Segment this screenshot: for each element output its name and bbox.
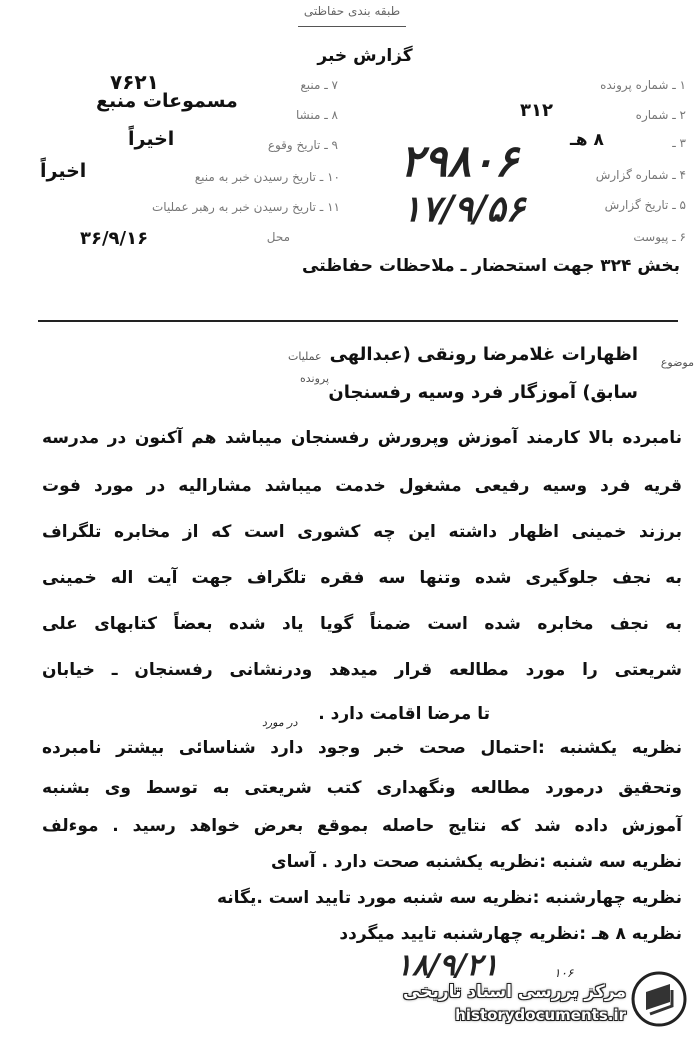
- field-value-8h: ۸ هـ: [570, 130, 604, 150]
- assessment-line: نظریه سه شنبه :نظریه یکشنبه صحت دارد . آسای: [271, 852, 682, 872]
- handwritten-report-number: ۲۹۸۰۶: [400, 136, 519, 187]
- assessment-line: آموزش داده شد که نتایج حاصله بموقع بعرض خواهد رسید . موءلف: [42, 816, 682, 836]
- form-label-origin: ۸ ـ منشا: [295, 108, 338, 122]
- subject-line: سابق) آموزگار فرد وسیه رفسنجان: [328, 382, 638, 403]
- watermark-title: مرکز بررسی اسناد تاریخی: [403, 982, 626, 1002]
- body-line: به نجف جلوگیری شده وتنها سه فقره تلگراف جهت آیت اله خمینی: [42, 568, 682, 588]
- handwritten-signoff: ۱۸/۹/۲۱: [396, 948, 499, 983]
- occurrence-date-value: اخیراً: [128, 128, 175, 150]
- form-label-occurrence-date: ۹ ـ تاریخ وقوع: [267, 138, 338, 152]
- watermark-url: historydocuments.ir: [455, 1006, 626, 1024]
- form-label-receipt-source: ۱۰ ـ تاریخ رسیدن خبر به منبع: [194, 170, 340, 184]
- form-label-number: ۲ ـ شماره: [635, 108, 686, 122]
- body-line: برزند خمینی اظهار داشته این چه کشوری است که از مخابره تلگراف: [42, 522, 682, 542]
- form-label-receipt-operations: ۱۱ ـ تاریخ رسیدن خبر به رهبر عملیات: [151, 200, 340, 214]
- assessment-line: نظریه چهارشنبه :نظریه سه شنبه مورد تایید است .یگانه: [216, 888, 682, 908]
- handwritten-report-date: ۱۷/۹/۵۶: [402, 188, 525, 230]
- document-number: ۷۶۲۱: [110, 70, 159, 94]
- source-value: مسموعات منبع: [96, 90, 238, 112]
- receipt-date-value: اخیراً: [40, 160, 87, 182]
- form-label-location: محل: [266, 230, 290, 244]
- handwritten-small-number: ۱۰۶: [554, 966, 574, 980]
- body-line: تا مرضا اقامت دارد .: [318, 704, 490, 724]
- body-line: نامبرده بالا کارمند آموزش وپرورش رفسنجان میباشد هم آکنون در مدرسه: [42, 428, 682, 448]
- form-label-file-number: ۱ ـ شماره پرونده: [600, 78, 686, 92]
- assessment-line: نظریه ۸ هـ :نظریه چهارشنبه تایید میگردد: [339, 924, 682, 944]
- form-label-report-date: ۵ ـ تاریخ گزارش: [604, 198, 686, 212]
- body-line: قریه فرد وسیه رفیعی مشغول خدمت میباشد مشارالیه در مورد فوت: [42, 476, 682, 496]
- form-label-source: ۷ ـ منبع: [300, 78, 338, 92]
- form-label-report-number: ۴ ـ شماره گزارش: [595, 168, 686, 182]
- watermark-logo-icon: [630, 970, 688, 1028]
- date-line-value: ۳۶/۹/۱۶: [80, 228, 149, 249]
- distribution-row: بخش ۳۲۴ جهت استحضار ـ ملاحظات حفاظتی: [302, 256, 680, 276]
- assessment-line: وتحقیق درمورد مطالعه ونگهداری کتب شریعتی به توسط وی بشنبه: [42, 778, 682, 798]
- file-label: پرونده: [300, 372, 330, 385]
- operations-label: عملیات: [288, 350, 322, 363]
- report-title: گزارش خبر: [317, 46, 413, 66]
- field-value-312: ۳۱۲: [520, 100, 553, 121]
- divider-line: [38, 320, 678, 322]
- classification-underline: [298, 26, 406, 27]
- classification-label: طبقه بندی حفاظتی: [303, 4, 401, 18]
- subject-line: اظهارات غلامرضا رونقی (عبدالهی: [329, 344, 638, 365]
- form-label-three: ۳ ـ: [672, 136, 686, 150]
- body-line: به نجف مخابره شده است ضمناً گویا یاد شده بعضاً کتابهای علی: [42, 614, 682, 634]
- form-label-attachment: ۶ ـ پیوست: [633, 230, 686, 244]
- body-line: شریعتی را مورد مطالعه قرار میدهد ودرنشانی رفسنجان ـ خیابان: [42, 660, 682, 680]
- subject-label: موضوع: [660, 356, 694, 369]
- margin-annotation: در مورد: [262, 716, 298, 729]
- assessment-line: نظریه یکشنبه :احتمال صحت خبر وجود دارد شناسائی بیشتر نامبرده: [42, 738, 682, 758]
